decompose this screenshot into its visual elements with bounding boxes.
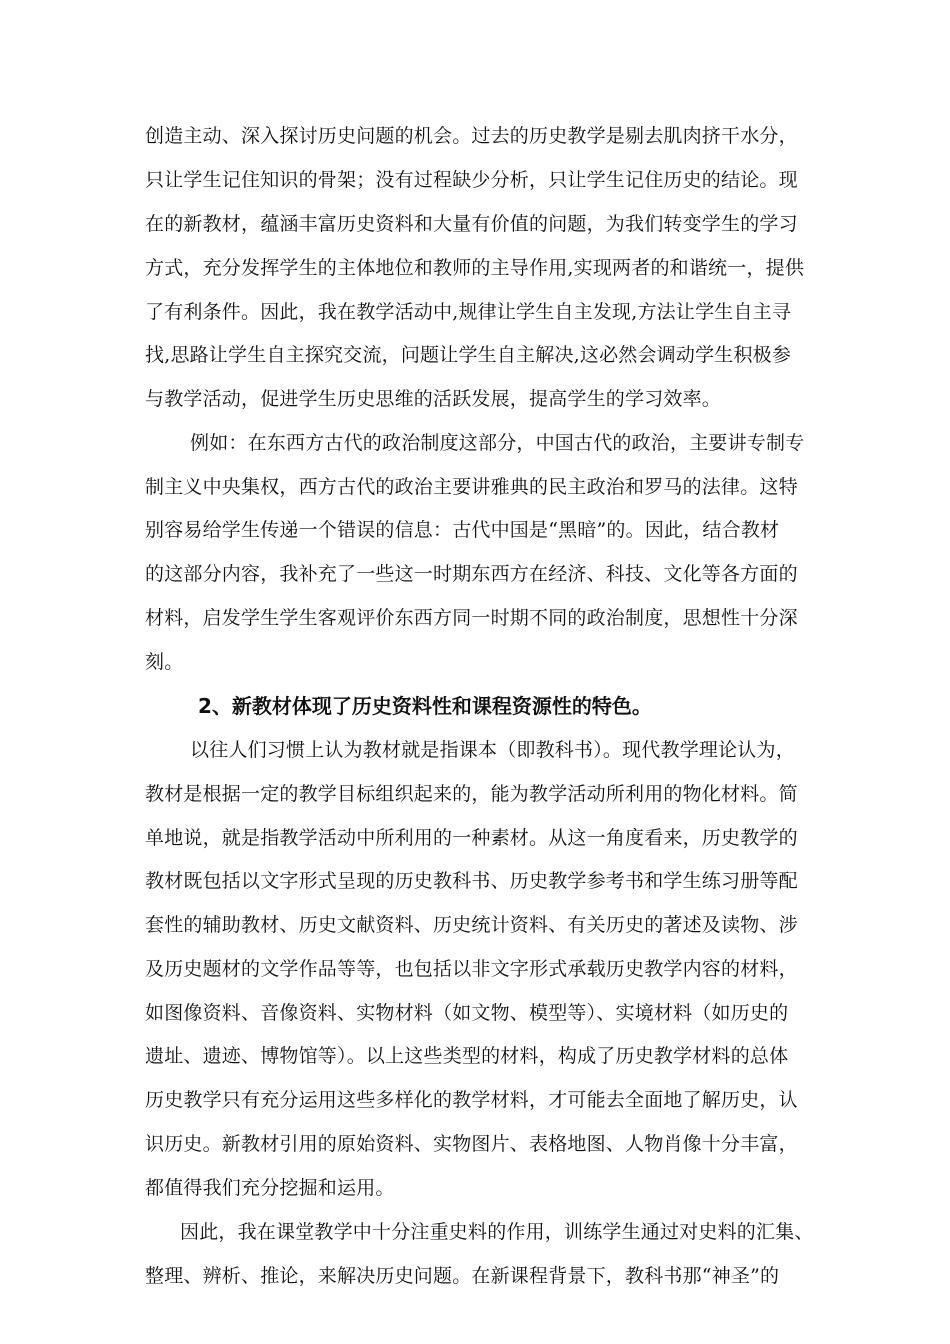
paragraph1-line: 方式，充分发挥学生的主体地位和教师的主导作用,实现两者的和谐统一，提供 [145,257,805,279]
section-heading: 2、新教材体现了历史资料性和课程资源性的特色。 [198,694,652,718]
paragraph1-line: 在的新教材，蕴涵丰富历史资料和大量有价值的问题，为我们转变学生的学习 [145,213,798,235]
paragraph2-line: 刻。 [145,651,184,673]
paragraph2-line: 制主义中央集权，西方古代的政治主要讲雅典的民主政治和罗马的法律。这特 [145,476,798,498]
paragraph4-line: 因此，我在课堂教学中十分注重史料的作用，训练学生通过对史料的汇集、 [180,1221,814,1243]
paragraph3-line: 历史教学只有充分运用这些多样化的教学材料，才可能去全面地了解历史，认 [145,1089,798,1111]
paragraph3-line: 单地说，就是指教学活动中所利用的一种素材。从这一角度看来，历史教学的 [145,827,798,849]
paragraph1-line: 与教学活动，促进学生历史思维的活跃发展，提高学生的学习效率。 [145,388,722,410]
paragraph3-line: 套性的辅助教材、历史文献资料、历史统计资料、有关历史的著述及读物、涉 [145,914,798,936]
paragraph3-line: 教材既包括以文字形式呈现的历史教科书、历史教学参考书和学生练习册等配 [145,870,798,892]
paragraph1-line: 了有利条件。因此，我在教学活动中,规律让学生自主发现,方法让学生自主寻 [145,301,792,323]
paragraph1-line: 只让学生记住知识的骨架；没有过程缺少分析，只让学生记住历史的结论。现 [145,169,798,191]
paragraph3-line: 都值得我们充分挖掘和运用。 [145,1177,395,1199]
paragraph2-line: 别容易给学生传递一个错误的信息：古代中国是“黑暗”的。因此，结合教材 [145,519,780,541]
paragraph4-line: 整理、辨析、推论，来解决历史问题。在新课程背景下，教科书那“神圣”的 [145,1265,780,1287]
paragraph3-line: 如图像资料、音像资料、实物材料（如文物、模型等）、实境材料（如历史的 [145,1002,789,1024]
paragraph1-line: 创造主动、深入探讨历史问题的机会。过去的历史教学是剔去肌肉挤干水分， [145,125,798,147]
paragraph1-line: 找,思路让学生自主探究交流，问题让学生自主解决,这必然会调动学生积极参 [145,344,792,366]
paragraph3-line: 及历史题材的文学作品等等，也包括以非文字形式承载历史教学内容的材料， [145,958,798,980]
paragraph2-line: 材料，启发学生学生客观评价东西方同一时期不同的政治制度，思想性十分深 [145,607,798,629]
paragraph2-line: 的这部分内容，我补充了一些这一时期东西方在经济、科技、文化等各方面的 [145,563,798,585]
paragraph2-line: 例如：在东西方古代的政治制度这部分，中国古代的政治，主要讲专制专 [190,432,805,454]
paragraph3-line: 遗址、遗迹、博物馆等）。以上这些类型的材料，构成了历史教学材料的总体 [145,1045,789,1067]
paragraph3-line: 教材是根据一定的教学目标组织起来的，能为教学活动所利用的物化材料。简 [145,783,798,805]
paragraph3-line: 识历史。新教材引用的原始资料、实物图片、表格地图、人物肖像十分丰富， [145,1133,798,1155]
paragraph3-line: 以往人们习惯上认为教材就是指课本（即教科书）。现代教学理论认为， [190,739,795,761]
